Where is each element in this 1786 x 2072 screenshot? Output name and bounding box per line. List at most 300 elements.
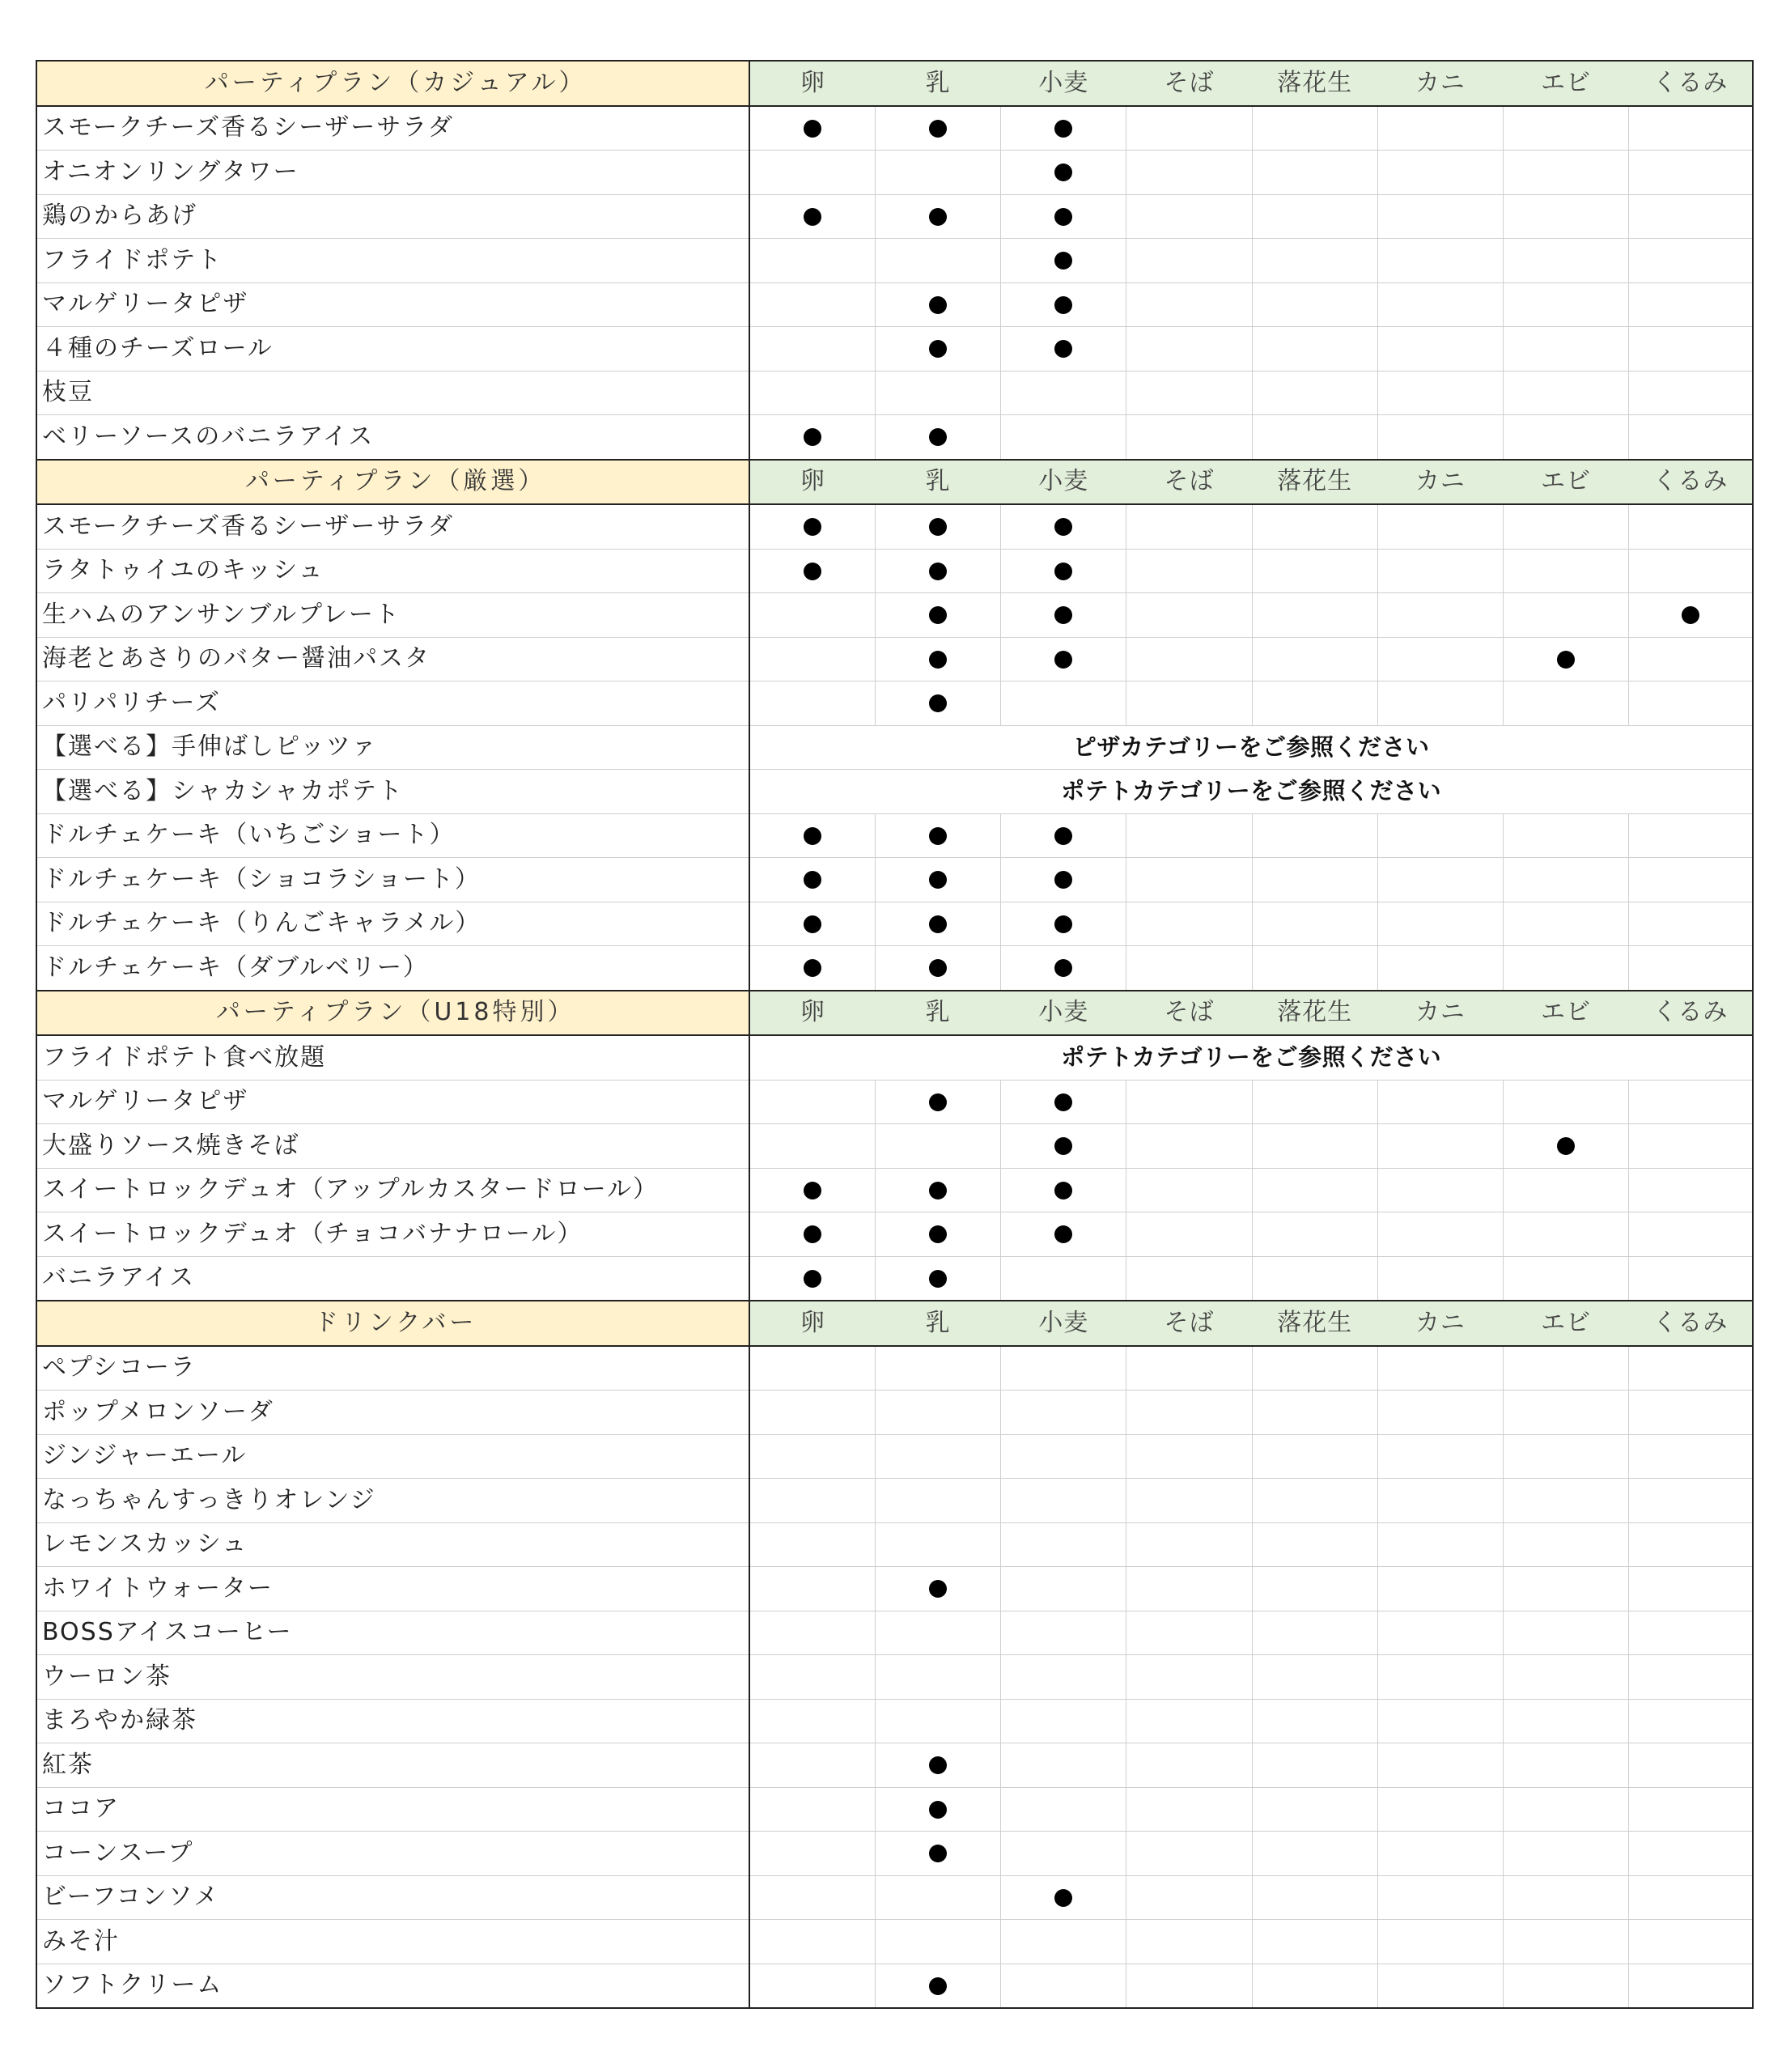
allergen-mark <box>804 1182 821 1199</box>
reference-note: ポテトカテゴリーをご参照ください <box>749 770 1753 814</box>
allergen-cell <box>1629 1434 1753 1479</box>
menu-item-name: みそ汁 <box>36 1920 749 1964</box>
menu-item-name: パリパリチーズ <box>36 681 749 726</box>
allergen-cell <box>1377 504 1503 549</box>
allergen-cell <box>1252 1168 1377 1212</box>
allergen-header-2: 小麦 <box>1001 460 1126 505</box>
menu-item-name: スイートロックデュオ（チョコバナナロール） <box>36 1212 749 1257</box>
allergen-cell <box>1001 902 1126 946</box>
allergen-cell <box>749 1434 875 1479</box>
allergen-cell <box>749 1522 875 1567</box>
allergen-cell <box>1001 415 1126 460</box>
allergen-cell <box>1001 1391 1126 1435</box>
allergen-cell <box>1377 1743 1503 1788</box>
allergen-cell <box>1252 1875 1377 1920</box>
menu-item-row <box>36 151 1753 195</box>
menu-item-row <box>36 1699 1753 1743</box>
allergen-cell <box>1001 1787 1126 1832</box>
allergen-header-0: 卵 <box>749 991 875 1036</box>
allergen-cell <box>749 194 875 239</box>
allergen-cell <box>1126 1168 1252 1212</box>
allergen-mark <box>1054 1182 1072 1199</box>
allergen-cell <box>875 1124 1000 1169</box>
section-header-row <box>36 1301 1753 1346</box>
allergen-cell <box>1504 1655 1629 1700</box>
allergen-cell <box>875 593 1000 638</box>
allergen-cell <box>1629 1567 1753 1611</box>
allergen-cell <box>1126 239 1252 283</box>
allergen-cell <box>1252 1434 1377 1479</box>
allergen-cell <box>1504 1875 1629 1920</box>
allergen-cell <box>1377 415 1503 460</box>
menu-item-row <box>36 415 1753 460</box>
allergen-cell <box>875 1699 1000 1743</box>
allergen-cell <box>1629 681 1753 726</box>
allergen-cell <box>749 1124 875 1169</box>
allergen-cell <box>1252 1567 1377 1611</box>
allergen-cell <box>749 681 875 726</box>
allergen-cell <box>875 1346 1000 1391</box>
allergen-cell <box>1126 327 1252 372</box>
allergen-header-5: カニ <box>1377 460 1503 505</box>
allergen-cell <box>749 1832 875 1876</box>
allergen-table <box>36 60 1754 2009</box>
allergen-cell <box>875 1655 1000 1700</box>
allergen-mark <box>929 1801 947 1819</box>
allergen-mark <box>929 827 947 845</box>
allergen-cell <box>1126 1787 1252 1832</box>
allergen-cell <box>1126 1391 1252 1435</box>
allergen-cell <box>1504 1256 1629 1301</box>
allergen-header-0: 卵 <box>749 61 875 106</box>
allergen-cell <box>749 1743 875 1788</box>
menu-item-row <box>36 549 1753 593</box>
allergen-mark <box>1054 651 1072 669</box>
allergen-cell <box>1126 858 1252 902</box>
allergen-mark <box>929 296 947 314</box>
allergen-cell <box>749 1655 875 1700</box>
allergen-cell <box>1377 1964 1503 2008</box>
allergen-mark <box>1054 915 1072 933</box>
allergen-mark <box>929 651 947 669</box>
allergen-cell <box>1001 1479 1126 1523</box>
allergen-cell <box>875 282 1000 327</box>
allergen-header-6: エビ <box>1504 61 1629 106</box>
allergen-cell <box>1629 282 1753 327</box>
allergen-header-4: 落花生 <box>1252 61 1377 106</box>
allergen-cell <box>749 1256 875 1301</box>
allergen-cell <box>1001 151 1126 195</box>
allergen-cell <box>749 371 875 415</box>
allergen-mark <box>929 871 947 889</box>
menu-item-row <box>36 282 1753 327</box>
allergen-header-4: 落花生 <box>1252 991 1377 1036</box>
allergen-mark <box>1054 340 1072 358</box>
allergen-cell <box>1001 1212 1126 1257</box>
allergen-cell <box>1126 593 1252 638</box>
allergen-cell <box>1377 327 1503 372</box>
allergen-cell <box>1504 681 1629 726</box>
menu-item-row <box>36 1080 1753 1124</box>
allergen-cell <box>1252 549 1377 593</box>
allergen-cell <box>875 239 1000 283</box>
menu-item-row <box>36 106 1753 151</box>
allergen-cell <box>1504 504 1629 549</box>
allergen-cell <box>1504 1964 1629 2008</box>
allergen-mark <box>804 518 821 536</box>
allergen-cell <box>875 902 1000 946</box>
allergen-cell <box>1629 371 1753 415</box>
allergen-cell <box>1252 504 1377 549</box>
allergen-cell <box>1504 1699 1629 1743</box>
allergen-cell <box>1126 1522 1252 1567</box>
allergen-cell <box>1629 1920 1753 1964</box>
allergen-cell <box>1377 858 1503 902</box>
allergen-cell <box>1001 593 1126 638</box>
allergen-cell <box>749 1875 875 1920</box>
menu-item-name: ドルチェケーキ（ショコラショート） <box>36 858 749 902</box>
allergen-mark <box>929 1182 947 1199</box>
menu-item-name: レモンスカッシュ <box>36 1522 749 1567</box>
allergen-mark <box>929 1977 947 1995</box>
allergen-mark <box>1054 827 1072 845</box>
allergen-header-3: そば <box>1126 61 1252 106</box>
allergen-cell <box>1126 1256 1252 1301</box>
allergen-cell <box>1377 1391 1503 1435</box>
menu-item-name: ドルチェケーキ（りんごキャラメル） <box>36 902 749 946</box>
allergen-cell <box>875 1256 1000 1301</box>
allergen-cell <box>1629 504 1753 549</box>
allergen-cell <box>875 1920 1000 1964</box>
allergen-mark <box>1557 651 1575 669</box>
menu-item-name: ココア <box>36 1787 749 1832</box>
menu-item-name: ウーロン茶 <box>36 1655 749 1700</box>
allergen-cell <box>875 1479 1000 1523</box>
menu-item-name: ドルチェケーキ（いちごショート） <box>36 813 749 858</box>
menu-item-row <box>36 1256 1753 1301</box>
allergen-cell <box>1504 194 1629 239</box>
allergen-mark <box>804 871 821 889</box>
allergen-cell <box>1252 946 1377 991</box>
allergen-mark <box>929 694 947 712</box>
allergen-header-6: エビ <box>1504 991 1629 1036</box>
allergen-cell <box>1377 239 1503 283</box>
section-title: パーティプラン（カジュアル） <box>36 61 749 106</box>
menu-item-name: BOSSアイスコーヒー <box>36 1611 749 1655</box>
allergen-cell <box>875 371 1000 415</box>
allergen-mark <box>929 1756 947 1774</box>
menu-item-name: オニオンリングタワー <box>36 151 749 195</box>
allergen-cell <box>1377 1124 1503 1169</box>
allergen-cell <box>749 637 875 681</box>
menu-item-row <box>36 1567 1753 1611</box>
allergen-cell <box>1001 1964 1126 2008</box>
allergen-cell <box>875 1832 1000 1876</box>
allergen-cell <box>1377 1567 1503 1611</box>
menu-item-row <box>36 681 1753 726</box>
allergen-mark <box>1054 518 1072 536</box>
menu-item-name: 【選べる】シャカシャカポテト <box>36 770 749 814</box>
allergen-cell <box>1252 327 1377 372</box>
allergen-cell <box>1629 549 1753 593</box>
allergen-cell <box>1252 813 1377 858</box>
menu-item-name: バニラアイス <box>36 1256 749 1301</box>
allergen-cell <box>1126 681 1252 726</box>
allergen-cell <box>1377 106 1503 151</box>
menu-item-row <box>36 239 1753 283</box>
menu-item-row <box>36 725 1753 770</box>
allergen-cell <box>1252 194 1377 239</box>
allergen-header-7: くるみ <box>1629 61 1753 106</box>
allergen-mark <box>929 1270 947 1288</box>
menu-item-row <box>36 902 1753 946</box>
allergen-cell <box>1252 1787 1377 1832</box>
allergen-cell <box>1629 1212 1753 1257</box>
reference-note: ポテトカテゴリーをご参照ください <box>749 1035 1753 1080</box>
allergen-cell <box>749 1567 875 1611</box>
allergen-header-1: 乳 <box>875 991 1000 1036</box>
allergen-cell <box>1504 1567 1629 1611</box>
allergen-cell <box>1252 1212 1377 1257</box>
allergen-mark <box>1682 606 1699 624</box>
allergen-cell <box>1504 106 1629 151</box>
allergen-cell <box>875 1391 1000 1435</box>
allergen-cell <box>749 106 875 151</box>
allergen-header-1: 乳 <box>875 460 1000 505</box>
allergen-cell <box>1377 1699 1503 1743</box>
allergen-cell <box>1126 946 1252 991</box>
allergen-cell <box>875 1743 1000 1788</box>
allergen-header-0: 卵 <box>749 1301 875 1346</box>
allergen-header-7: くるみ <box>1629 460 1753 505</box>
allergen-cell <box>1001 1434 1126 1479</box>
allergen-cell <box>1126 282 1252 327</box>
allergen-cell <box>749 1080 875 1124</box>
allergen-cell <box>1001 504 1126 549</box>
menu-item-name: ベリーソースのバニラアイス <box>36 415 749 460</box>
allergen-cell <box>875 1611 1000 1655</box>
allergen-cell <box>1252 1611 1377 1655</box>
allergen-cell <box>1504 1611 1629 1655</box>
allergen-cell <box>1377 1920 1503 1964</box>
allergen-cell <box>1377 549 1503 593</box>
allergen-cell <box>1126 1080 1252 1124</box>
allergen-cell <box>1629 1080 1753 1124</box>
allergen-cell <box>1001 549 1126 593</box>
menu-item-name: 鶏のからあげ <box>36 194 749 239</box>
allergen-mark <box>1054 1093 1072 1111</box>
allergen-header-7: くるみ <box>1629 991 1753 1036</box>
allergen-cell <box>875 1567 1000 1611</box>
allergen-cell <box>875 1080 1000 1124</box>
menu-item-name: ドルチェケーキ（ダブルベリー） <box>36 946 749 991</box>
allergen-cell <box>1629 1256 1753 1301</box>
allergen-cell <box>875 946 1000 991</box>
allergen-mark <box>929 1093 947 1111</box>
allergen-mark <box>1054 1889 1072 1907</box>
allergen-mark <box>929 518 947 536</box>
menu-item-row <box>36 1611 1753 1655</box>
allergen-cell <box>1377 1080 1503 1124</box>
allergen-header-7: くるみ <box>1629 1301 1753 1346</box>
allergen-cell <box>1001 637 1126 681</box>
allergen-cell <box>749 327 875 372</box>
menu-item-name: マルゲリータピザ <box>36 1080 749 1124</box>
allergen-cell <box>875 504 1000 549</box>
allergen-mark <box>929 208 947 226</box>
allergen-mark <box>804 959 821 977</box>
allergen-cell <box>1504 1346 1629 1391</box>
allergen-cell <box>1126 902 1252 946</box>
allergen-cell <box>1126 1875 1252 1920</box>
menu-item-name: 大盛りソース焼きそば <box>36 1124 749 1169</box>
allergen-cell <box>1377 593 1503 638</box>
menu-item-row <box>36 1920 1753 1964</box>
allergen-cell <box>1252 1699 1377 1743</box>
allergen-cell <box>1629 415 1753 460</box>
allergen-cell <box>1001 1080 1126 1124</box>
menu-item-row <box>36 1035 1753 1080</box>
allergen-cell <box>1252 1743 1377 1788</box>
menu-item-name: ペプシコーラ <box>36 1346 749 1391</box>
allergen-cell <box>1126 1611 1252 1655</box>
allergen-cell <box>1504 371 1629 415</box>
allergen-cell <box>875 549 1000 593</box>
menu-item-name: なっちゃんすっきりオレンジ <box>36 1479 749 1523</box>
allergen-cell <box>1629 327 1753 372</box>
menu-item-row <box>36 1787 1753 1832</box>
allergen-header-5: カニ <box>1377 1301 1503 1346</box>
menu-item-row <box>36 1391 1753 1435</box>
allergen-cell <box>1377 1434 1503 1479</box>
menu-item-row <box>36 813 1753 858</box>
allergen-cell <box>1629 1611 1753 1655</box>
allergen-cell <box>749 858 875 902</box>
allergen-cell <box>1252 1256 1377 1301</box>
allergen-cell <box>1126 1920 1252 1964</box>
allergen-cell <box>1504 239 1629 283</box>
allergen-cell <box>1252 1346 1377 1391</box>
allergen-mark <box>929 120 947 138</box>
menu-item-name: ４種のチーズロール <box>36 327 749 372</box>
allergen-header-2: 小麦 <box>1001 991 1126 1036</box>
allergen-cell <box>1126 1479 1252 1523</box>
allergen-cell <box>1001 1124 1126 1169</box>
allergen-header-6: エビ <box>1504 1301 1629 1346</box>
allergen-cell <box>1629 637 1753 681</box>
menu-item-name: スモークチーズ香るシーザーサラダ <box>36 504 749 549</box>
allergen-cell <box>1629 239 1753 283</box>
allergen-cell <box>1126 1124 1252 1169</box>
menu-item-name: ソフトクリーム <box>36 1964 749 2008</box>
allergen-cell <box>1252 858 1377 902</box>
menu-item-name: フライドポテト <box>36 239 749 283</box>
allergen-cell <box>1126 1655 1252 1700</box>
menu-item-row <box>36 504 1753 549</box>
allergen-cell <box>1252 1080 1377 1124</box>
allergen-cell <box>1001 239 1126 283</box>
allergen-header-3: そば <box>1126 1301 1252 1346</box>
allergen-cell <box>1001 1168 1126 1212</box>
allergen-cell <box>1629 1522 1753 1567</box>
allergen-mark <box>1557 1137 1575 1155</box>
allergen-cell <box>1629 1787 1753 1832</box>
allergen-header-3: そば <box>1126 460 1252 505</box>
allergen-cell <box>1252 637 1377 681</box>
allergen-cell <box>1126 637 1252 681</box>
allergen-cell <box>875 194 1000 239</box>
allergen-cell <box>1126 549 1252 593</box>
allergen-cell <box>1504 813 1629 858</box>
menu-item-name: ジンジャーエール <box>36 1434 749 1479</box>
section-title: ドリンクバー <box>36 1301 749 1346</box>
allergen-cell <box>1252 902 1377 946</box>
allergen-mark <box>1054 208 1072 226</box>
menu-item-name: ポップメロンソーダ <box>36 1391 749 1435</box>
section-header-row <box>36 61 1753 106</box>
allergen-header-2: 小麦 <box>1001 1301 1126 1346</box>
allergen-mark <box>1054 252 1072 270</box>
allergen-mark <box>929 1580 947 1598</box>
allergen-cell <box>1377 1655 1503 1700</box>
allergen-cell <box>1504 327 1629 372</box>
allergen-cell <box>1629 1964 1753 2008</box>
allergen-cell <box>1629 1391 1753 1435</box>
allergen-cell <box>875 151 1000 195</box>
allergen-cell <box>749 813 875 858</box>
allergen-cell <box>1001 1832 1126 1876</box>
allergen-cell <box>749 593 875 638</box>
allergen-mark <box>929 959 947 977</box>
allergen-cell <box>1126 1346 1252 1391</box>
allergen-cell <box>1001 1743 1126 1788</box>
allergen-cell <box>749 1479 875 1523</box>
allergen-cell <box>1629 1168 1753 1212</box>
allergen-cell <box>1629 1479 1753 1523</box>
menu-item-name: コーンスープ <box>36 1832 749 1876</box>
allergen-cell <box>1252 415 1377 460</box>
allergen-cell <box>1252 681 1377 726</box>
allergen-cell <box>1377 1256 1503 1301</box>
allergen-header-4: 落花生 <box>1252 1301 1377 1346</box>
allergen-cell <box>875 1875 1000 1920</box>
allergen-mark <box>804 1225 821 1243</box>
menu-item-row <box>36 1743 1753 1788</box>
allergen-cell <box>875 1787 1000 1832</box>
menu-item-row <box>36 1522 1753 1567</box>
allergen-cell <box>1001 1875 1126 1920</box>
allergen-cell <box>1001 1920 1126 1964</box>
allergen-cell <box>1377 1479 1503 1523</box>
allergen-header-5: カニ <box>1377 61 1503 106</box>
allergen-cell <box>875 327 1000 372</box>
allergen-cell <box>1504 1787 1629 1832</box>
allergen-mark <box>929 1845 947 1862</box>
allergen-cell <box>1126 1212 1252 1257</box>
allergen-cell <box>749 1212 875 1257</box>
allergen-cell <box>1629 106 1753 151</box>
allergen-cell <box>1504 902 1629 946</box>
allergen-cell <box>1504 151 1629 195</box>
allergen-cell <box>1504 593 1629 638</box>
allergen-cell <box>1377 1168 1503 1212</box>
allergen-cell <box>1126 1567 1252 1611</box>
allergen-cell <box>749 946 875 991</box>
reference-note: ピザカテゴリーをご参照ください <box>749 725 1753 770</box>
allergen-cell <box>875 106 1000 151</box>
allergen-mark <box>804 563 821 580</box>
section-title: パーティプラン（U18特別） <box>36 991 749 1036</box>
